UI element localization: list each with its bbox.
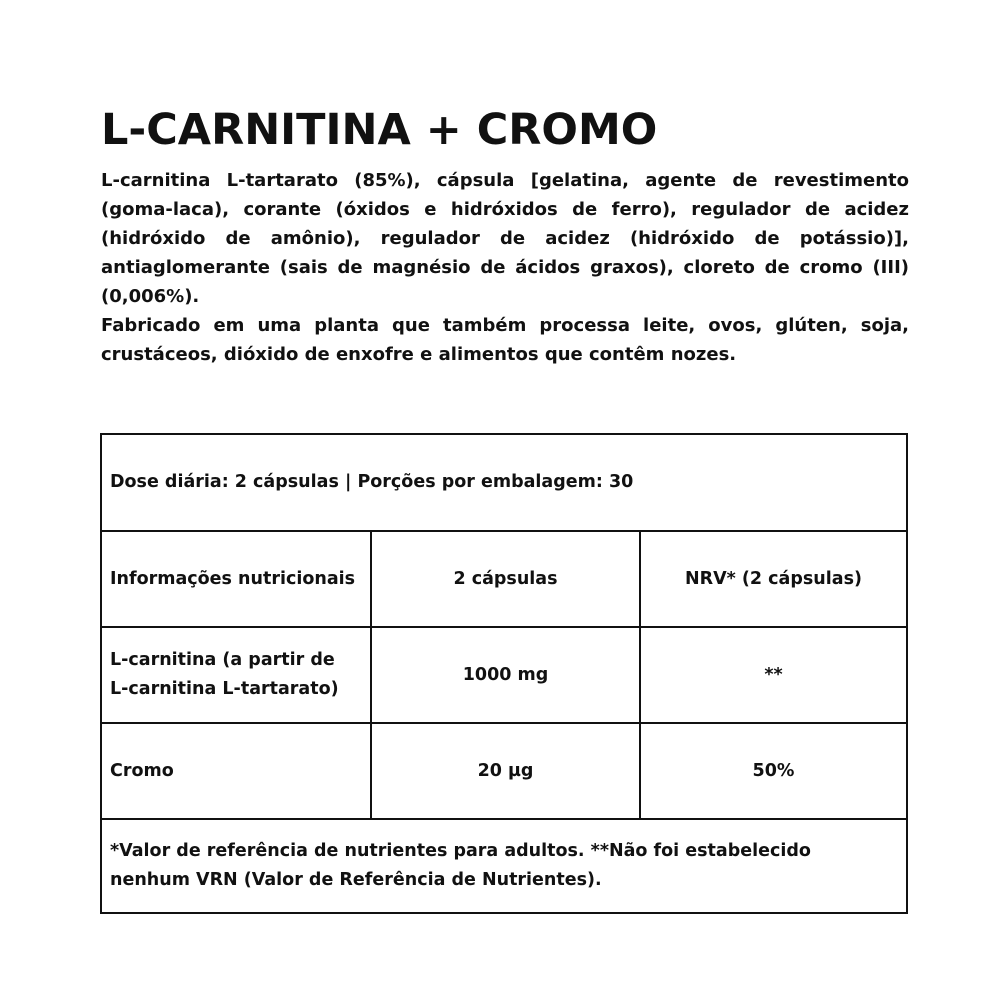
header-nrv: NRV* (2 cápsulas): [639, 532, 906, 626]
nutrient-amount: 20 µg: [370, 724, 639, 818]
header-amount: 2 cápsulas: [370, 532, 639, 626]
header-nutrition-info: Informações nutricionais: [110, 568, 356, 589]
nutrient-nrv: 50%: [639, 724, 906, 818]
nutrient-name-line2: L-carnitina L-tartarato): [110, 679, 339, 699]
nutrient-name: [102, 628, 370, 722]
table-row: [102, 722, 906, 818]
footnote: [102, 820, 906, 912]
nutrient-nrv: **: [639, 628, 906, 722]
allergen-notice: Fabricado em uma planta que também processa leite, ovos, glúten, soja, crustáceos, dióxido de enxofre e alimentos que contêm nozes.: [101, 315, 909, 365]
nutrient-amount: 1000 mg: [370, 628, 639, 722]
footnote-line2: nenhum VRN (Valor de Referência de Nutrientes).: [110, 870, 602, 890]
ingredients-block: [101, 166, 909, 369]
table-row: [102, 626, 906, 722]
table-header-row: [102, 530, 906, 626]
nutrient-name-line1: L-carnitina (a partir de: [110, 650, 335, 670]
product-title: L-CARNITINA + CROMO: [101, 105, 658, 155]
ingredients-list: L-carnitina L-tartarato (85%), cápsula [gelatina, agente de revestimento (goma-laca), corante (óxidos e hidróxidos de ferro), regulador de acidez (hidróxido de amônio), regulador de acidez (hidróxido de potássio)], antiaglomerante (sais de magnésio de ácidos graxos), cloreto de cromo (III) (0,006%).: [101, 170, 909, 307]
dose-info: Dose diária: 2 cápsulas | Porções por embalagem: 30: [110, 472, 634, 492]
dose-row: [102, 435, 906, 530]
footnote-line1: *Valor de referência de nutrientes para adultos. **Não foi estabelecido: [110, 841, 811, 861]
nutrient-name: Cromo: [110, 760, 174, 781]
footnote-row: [102, 818, 906, 912]
nutrition-facts-table: [100, 433, 908, 914]
